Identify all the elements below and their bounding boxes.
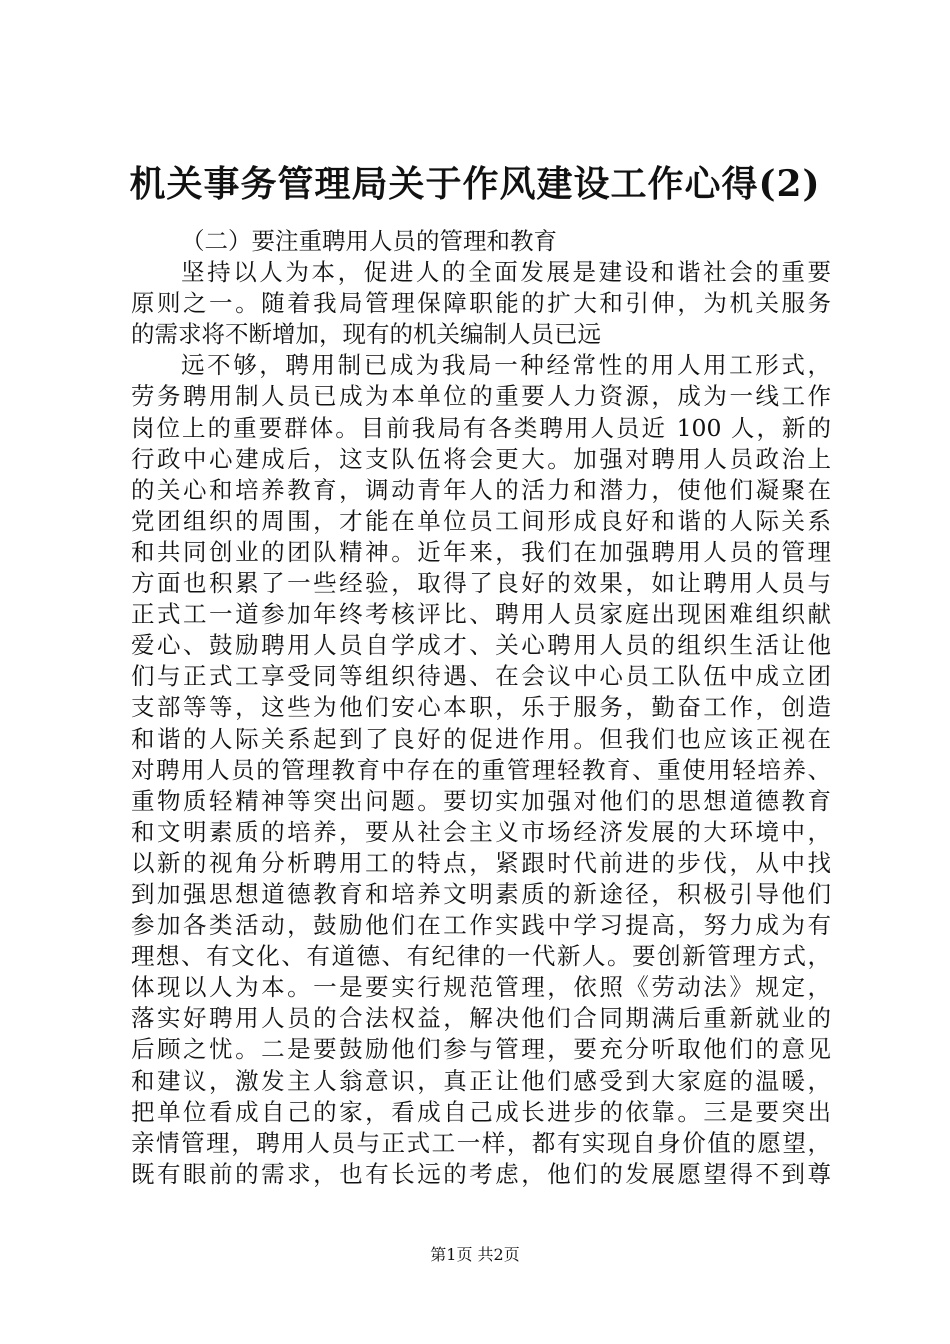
text-line: 把单位看成自己的家，看成自己成长进步的依靠。三是要突出 [131, 1097, 831, 1126]
text-line: 岗位上的重要群体。目前我局有各类聘用人员近 100 人，新的 [131, 413, 831, 442]
section-heading: （二）要注重聘用人员的管理和教育 [181, 227, 557, 255]
text-line: 的关心和培养教育，调动青年人的活力和潜力，使他们凝聚在 [131, 475, 831, 504]
text-line: 原则之一。随着我局管理保障职能的扩大和引伸，为机关服务 [131, 289, 831, 318]
text-line: 和共同创业的团队精神。近年来，我们在加强聘用人员的管理 [131, 537, 831, 566]
text-line: 远不够，聘用制已成为我局一种经常性的用人用工形式， [181, 351, 831, 380]
document-title: 机关事务管理局关于作风建设工作心得(2) [129, 163, 821, 205]
text-line: 劳务聘用制人员已成为本单位的重要人力资源，成为一线工作 [131, 382, 831, 411]
text-line: 党团组织的周围，才能在单位员工间形成良好和谐的人际关系 [131, 506, 831, 535]
text-line: 和文明素质的培养，要从社会主义市场经济发展的大环境中， [131, 817, 831, 846]
page-footer: 第1页 共2页 [430, 1245, 520, 1264]
text-line: 重物质轻精神等突出问题。要切实加强对他们的思想道德教育 [131, 786, 831, 815]
text-line: 正式工一道参加年终考核评比、聘用人员家庭出现困难组织献 [131, 600, 831, 629]
text-line: 落实好聘用人员的合法权益，解决他们合同期满后重新就业的 [131, 1004, 831, 1033]
text-line: 方面也积累了一些经验，取得了良好的效果，如让聘用人员与 [131, 569, 831, 598]
text-line: 行政中心建成后，这支队伍将会更大。加强对聘用人员政治上 [131, 444, 831, 473]
text-line: 体现以人为本。一是要实行规范管理，依照《劳动法》规定， [131, 973, 831, 1002]
text-line: 参加各类活动，鼓励他们在工作实践中学习提高，努力成为有 [131, 911, 831, 940]
body-paragraphs [131, 257, 831, 1190]
text-line: 后顾之忧。二是要鼓励他们参与管理，要充分听取他们的意见 [131, 1035, 831, 1064]
text-line: 亲情管理，聘用人员与正式工一样，都有实现自身价值的愿望， [131, 1128, 831, 1157]
text-line: 支部等等，这些为他们安心本职，乐于服务，勤奋工作，创造 [131, 693, 831, 722]
text-line: 和建议，激发主人翁意识，真正让他们感受到大家庭的温暖， [131, 1066, 831, 1095]
text-line: 对聘用人员的管理教育中存在的重管理轻教育、重使用轻培养、 [131, 755, 831, 784]
text-line: 们与正式工享受同等组织待遇、在会议中心员工队伍中成立团 [131, 662, 831, 691]
text-line: 到加强思想道德教育和培养文明素质的新途径，积极引导他们 [131, 879, 831, 908]
text-line: 的需求将不断增加，现有的机关编制人员已远 [131, 320, 601, 349]
text-line: 爱心、鼓励聘用人员自学成才、关心聘用人员的组织生活让他 [131, 631, 831, 660]
text-line: 和谐的人际关系起到了良好的促进作用。但我们也应该正视在 [131, 724, 831, 753]
document-body [131, 226, 831, 1190]
text-line: 以新的视角分析聘用工的特点，紧跟时代前进的步伐，从中找 [131, 848, 831, 877]
text-line: 坚持以人为本，促进人的全面发展是建设和谐社会的重要 [181, 258, 831, 287]
text-line: 既有眼前的需求，也有长远的考虑，他们的发展愿望得不到尊 [131, 1159, 831, 1188]
text-line: 理想、有文化、有道德、有纪律的一代新人。要创新管理方式， [131, 942, 831, 971]
